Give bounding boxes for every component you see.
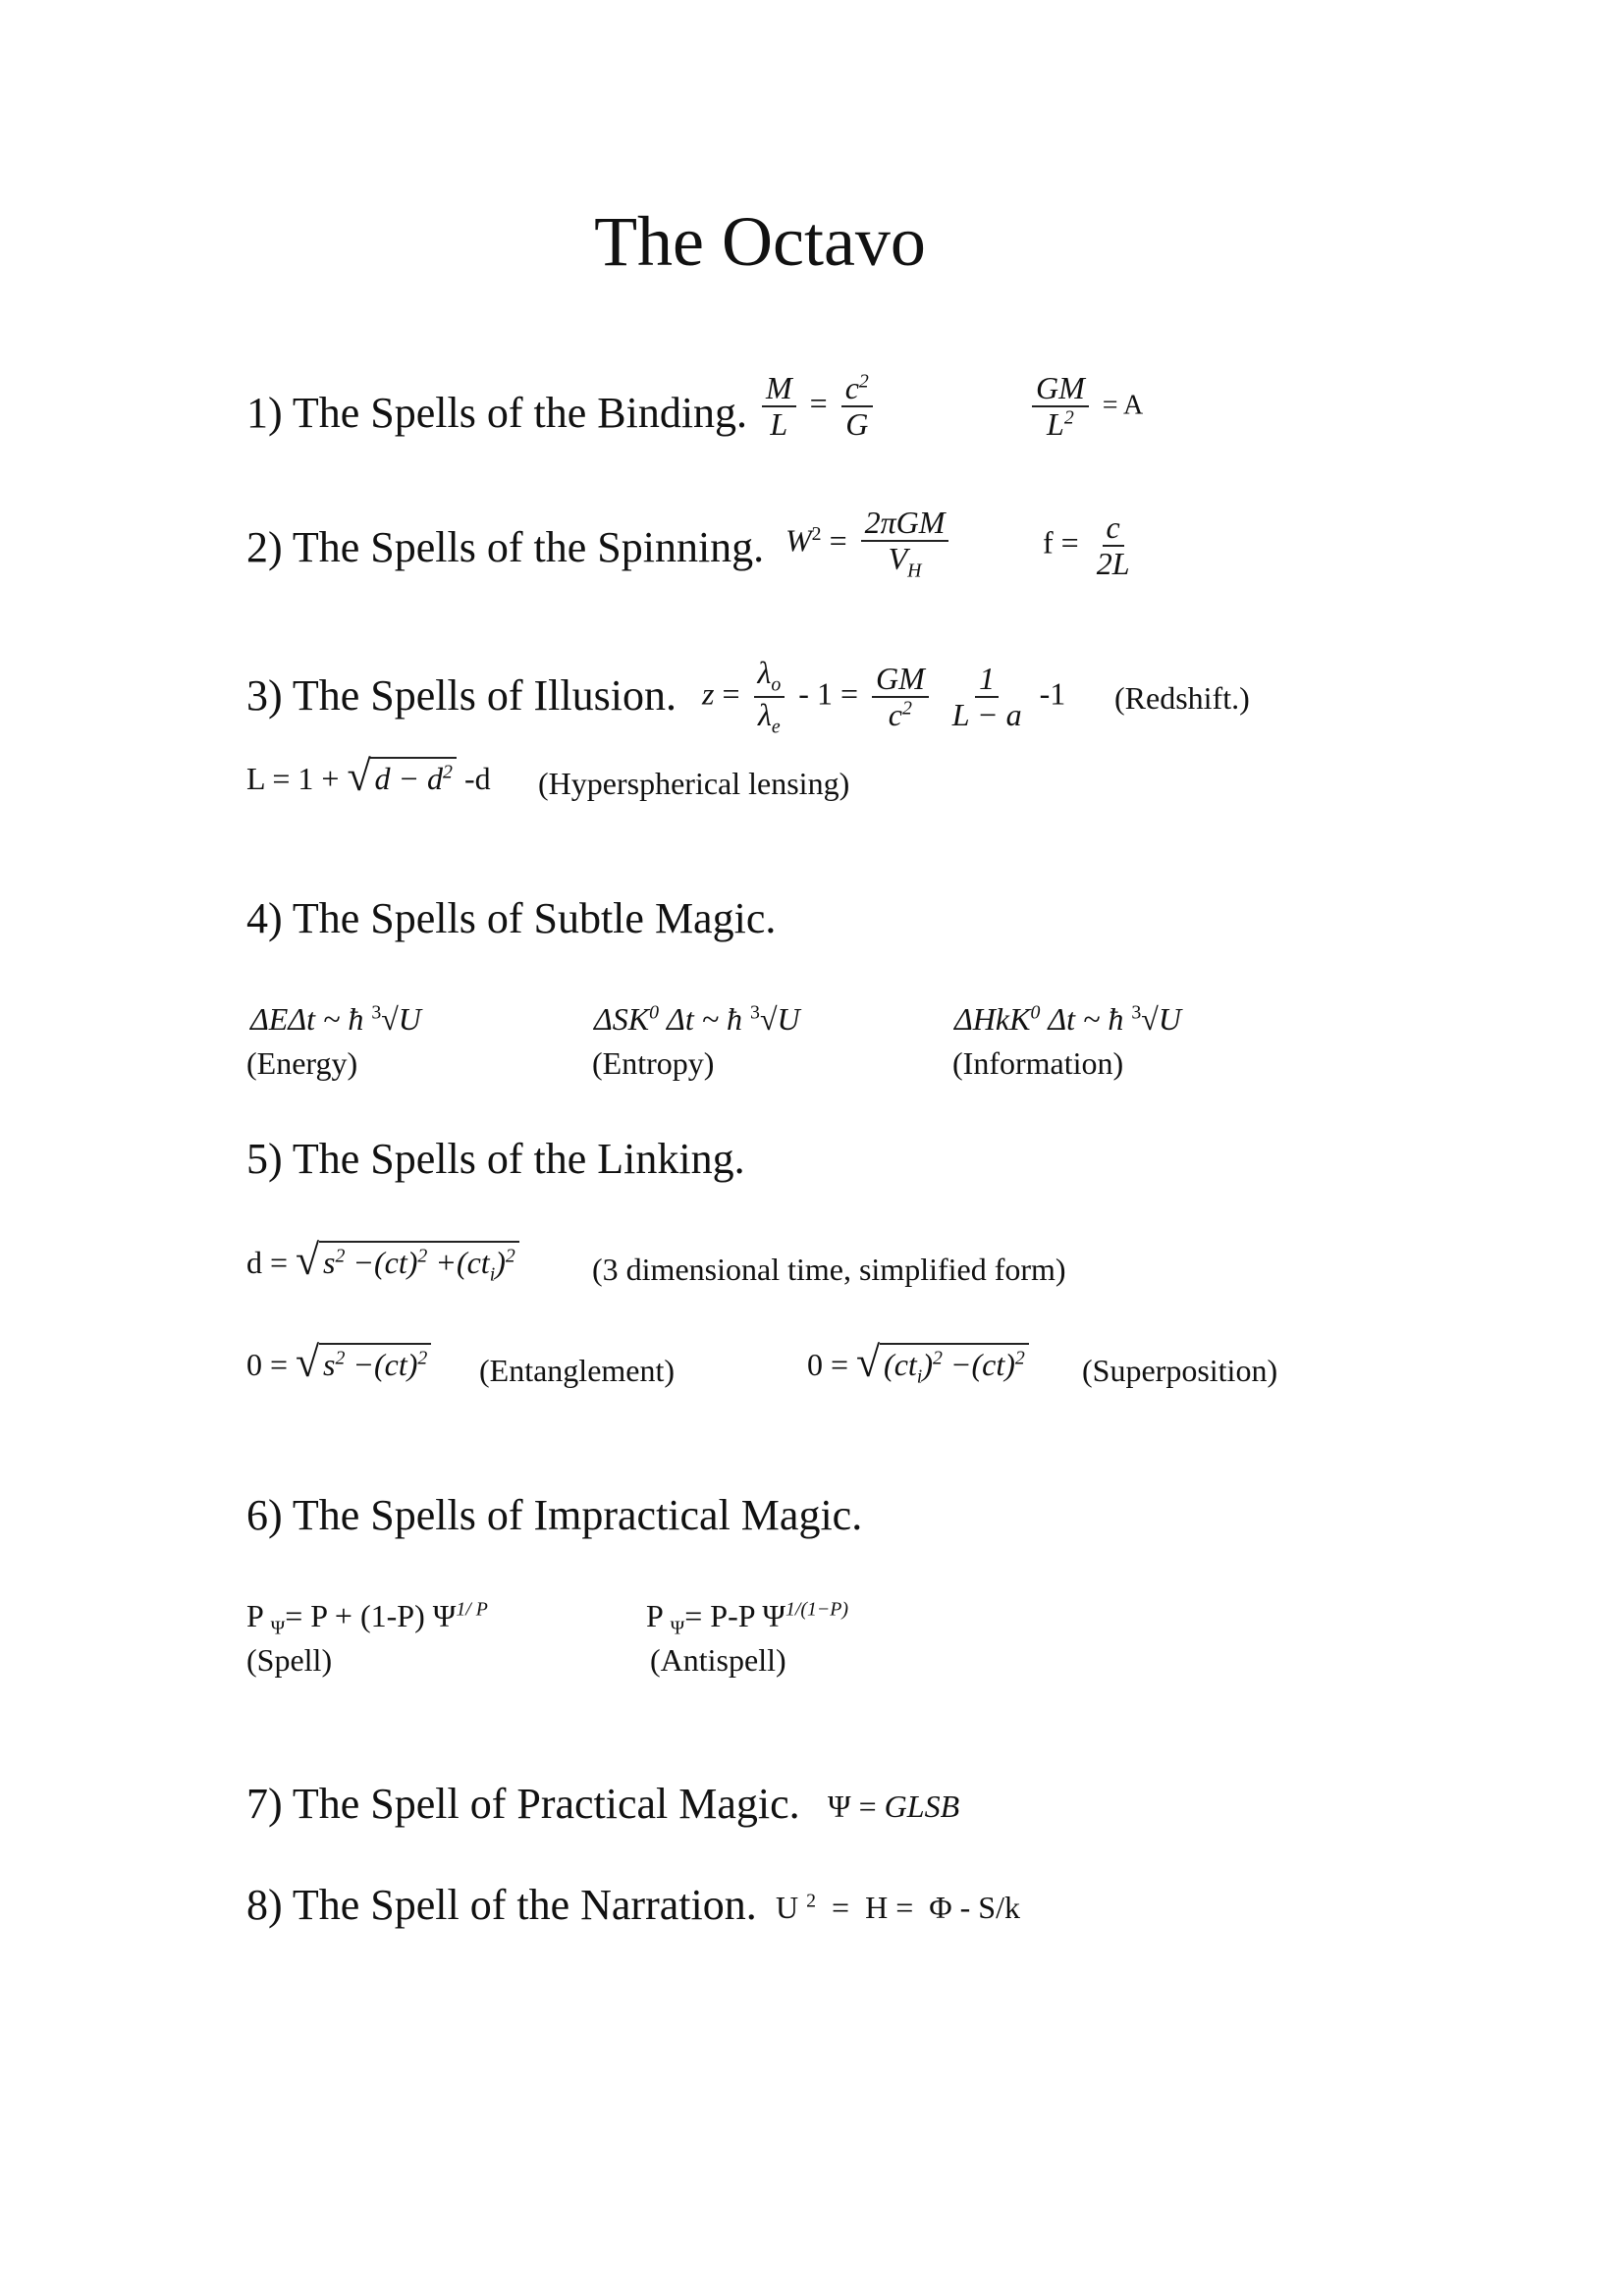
spinning-equation-frequency: f = $\frac{c}{2L}$ bbox=[1043, 509, 1130, 582]
information-label: (Information) bbox=[952, 1045, 1124, 1081]
superposition-equation: 0 = √ $(ct_i)^2 -(ct)^2$ bbox=[807, 1347, 1029, 1388]
narration-equation: U $^2$ = H = Φ - S/k bbox=[776, 1890, 1020, 1925]
entanglement-label: (Entanglement) bbox=[479, 1353, 676, 1388]
binding-equation-mass-length: $\frac{M}{L}$ = $\frac{c^2}{G}$ bbox=[756, 371, 879, 442]
spell-label: (Spell) bbox=[246, 1642, 333, 1678]
antispell-label: (Antispell) bbox=[650, 1642, 786, 1678]
practical-magic-equation: Ψ = GLSB bbox=[828, 1789, 960, 1824]
entanglement-equation: 0 = √ $s^2 -(ct)^2$ bbox=[246, 1347, 431, 1383]
section-7-heading: 7) The Spell of Practical Magic. bbox=[246, 1780, 800, 1828]
spinning-equation-omega: $W^2$ = $\frac{\text{2πGM}}{V_H}$ bbox=[785, 506, 954, 582]
information-uncertainty-equation: ΔHkK$^0$ Δt ~ ħ $^3$√U bbox=[954, 1001, 1181, 1037]
spell-equation: P $_\Psi$= P + (1-P) $\Psi^{1/ P}$ bbox=[246, 1598, 488, 1639]
entropy-uncertainty-equation: ΔSK$^0$ Δt ~ ħ $^3$√U bbox=[594, 1001, 800, 1037]
section-6-heading: 6) The Spells of Impractical Magic. bbox=[246, 1491, 863, 1539]
section-5-heading: 5) The Spells of the Linking. bbox=[246, 1135, 745, 1183]
entropy-label: (Entropy) bbox=[592, 1045, 715, 1081]
section-8-heading: 8) The Spell of the Narration. bbox=[246, 1881, 757, 1929]
antispell-equation: P $_\Psi$= P-P $\Psi^{1/(1-P)}$ bbox=[646, 1598, 849, 1639]
time-label: (3 dimensional time, simplified form) bbox=[592, 1252, 1066, 1287]
document-title: The Octavo bbox=[594, 202, 926, 281]
energy-label: (Energy) bbox=[246, 1045, 358, 1081]
lensing-equation: L = 1 + √ $d - d^2$ -d bbox=[246, 752, 491, 800]
section-1-heading: 1) The Spells of the Binding. bbox=[246, 389, 748, 437]
redshift-label: (Redshift.) bbox=[1114, 680, 1250, 716]
section-3-heading: 3) The Spells of Illusion. bbox=[246, 671, 677, 720]
illusion-redshift-equation: z = $\frac{\lambda_o}{\lambda_e}$ - 1 = $\frac{GM}{c^2}$ $\frac{1}{L - a}$ -1 bbox=[702, 655, 1066, 738]
lensing-label: (Hyperspherical lensing) bbox=[538, 766, 850, 801]
section-2-heading: 2) The Spells of the Spinning. bbox=[246, 523, 765, 571]
energy-uncertainty-equation: ΔEΔt ~ ħ $^3$√U bbox=[250, 1001, 421, 1037]
section-4-heading: 4) The Spells of Subtle Magic. bbox=[246, 894, 777, 942]
binding-equation-acceleration: $\frac{GM}{L^2}$ = A bbox=[1026, 371, 1143, 442]
linking-distance-equation: d = √ $s^2 -(ct)^2 +(ct_i)^2$ bbox=[246, 1245, 519, 1286]
superposition-label: (Superposition) bbox=[1082, 1353, 1278, 1388]
